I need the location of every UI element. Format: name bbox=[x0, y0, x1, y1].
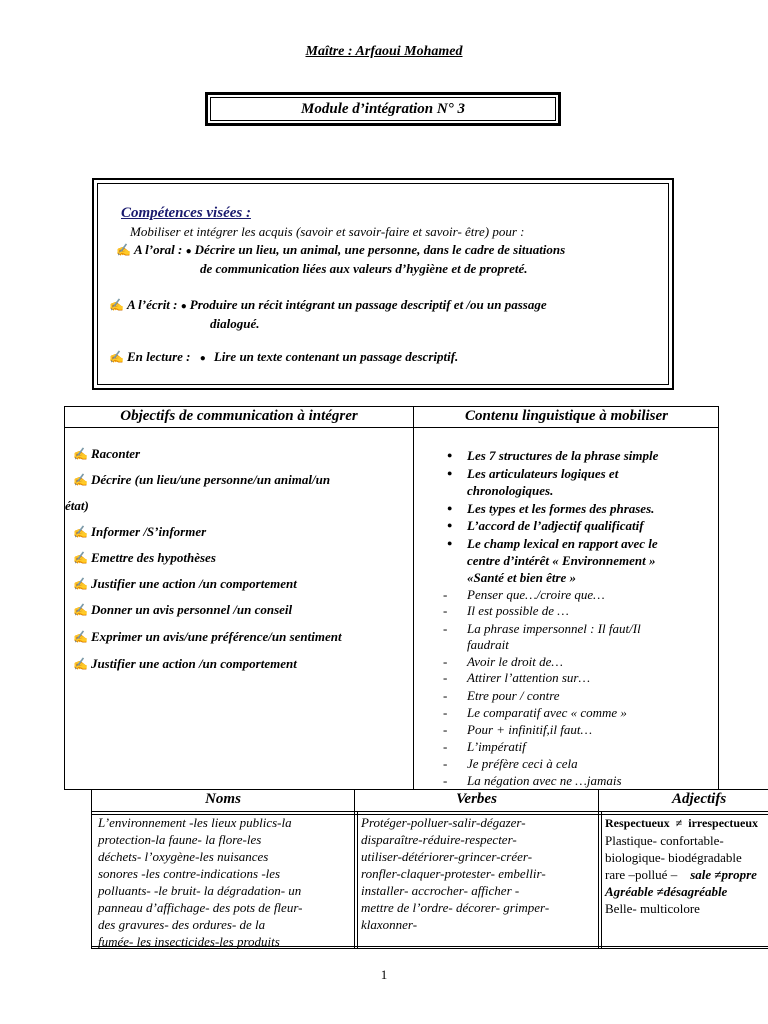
objectives-header: Objectifs de communication à intégrer bbox=[120, 408, 358, 424]
bullet-icon: ● bbox=[199, 353, 206, 364]
objective-item: ✍ Justifier une action /un comportement bbox=[73, 656, 297, 671]
writing-hand-icon: ✍ bbox=[73, 447, 88, 461]
bullet-icon: ● bbox=[447, 450, 453, 460]
module-title: Module d’intégration N° 3 bbox=[301, 100, 465, 117]
adjective-line: Plastique- confortable- bbox=[605, 833, 724, 848]
oral-text-1: Décrire un lieu, un animal, une personne, dans le cadre de situations bbox=[194, 242, 566, 257]
ecrit-line bbox=[109, 297, 547, 313]
writing-hand-icon: ✍ bbox=[73, 525, 88, 539]
oral-label: A l’oral : bbox=[133, 242, 183, 257]
bullet-icon: ● bbox=[185, 246, 192, 257]
vocabulary-table bbox=[91, 789, 768, 949]
writing-hand-icon: ✍ bbox=[73, 551, 88, 565]
objective-item: ✍ Exprimer un avis/une préférence/un sentiment bbox=[73, 629, 342, 644]
writing-hand-icon: ✍ bbox=[73, 473, 88, 487]
adjective-line: Belle- multicolore bbox=[605, 901, 700, 916]
bullet-icon: ● bbox=[447, 520, 453, 530]
ecrit-label: A l’écrit : bbox=[126, 297, 178, 312]
content-bullet: ● Les 7 structures de la phrase simple bbox=[447, 448, 659, 463]
bullet-icon: ● bbox=[180, 301, 187, 312]
ecrit-text-2: dialogué. bbox=[210, 316, 260, 331]
adjectifs-header: Adjectifs bbox=[672, 791, 727, 807]
lecture-line bbox=[109, 349, 458, 365]
verbes-header: Verbes bbox=[456, 791, 497, 807]
writing-hand-icon: ✍ bbox=[73, 657, 88, 671]
objective-item: ✍ Décrire (un lieu/une personne/un animal/un bbox=[73, 472, 331, 487]
page-number: 1 bbox=[380, 967, 388, 982]
oral-line bbox=[116, 242, 565, 258]
not-equal-icon: ≠ bbox=[675, 816, 683, 830]
writing-hand-icon: ✍ bbox=[116, 243, 131, 257]
writing-hand-icon: ✍ bbox=[73, 577, 88, 591]
objective-item-continued: état) bbox=[65, 498, 89, 513]
adjective-line: rare –pollué – sale ≠propre bbox=[605, 867, 757, 882]
writing-hand-icon: ✍ bbox=[73, 630, 88, 644]
content-bullet-continued: centre d’intérêt « Environnement » bbox=[467, 553, 656, 568]
lecture-label: En lecture : bbox=[126, 349, 191, 364]
not-equal-icon: ≠ bbox=[714, 867, 722, 882]
objectives-content-table: Objectifs de communication à intégrer Contenu linguistique à mobiliser ✍ Raconter ✍ Décrire (un lieu/une personne/un animal/un état) ✍ Informer /S’informer ✍ Emettre des hypothèses ✍ Justifier une action /un comportement ✍ Donner un avis personnel /un conseil ✍ Exprimer un avis/une préférence/un sentiment ✍ Justifier une action /un comportement ● Les 7 structures de la phrase simple ● Les articulateurs logiques et chronologiques. ● Les types et les formes des phrases. ● L’accord de l’adjectif qualificatif ● Le champ lexical en rapport avec le centre d’intérêt « Environnement » «Santé et bien être » - Penser que…/croire que… - Il est possible de … - La phrase impersonnel : Il faut/Il faudrait - Avoir le droit de… - Attirer l’attention sur… - Etre pour / contre - Le comparatif avec « comme » - Pour + infinitif,il faut… - L’impératif - Je préfère ceci à cela - La négation avec ne …jamais bbox=[64, 406, 719, 790]
module-title-box bbox=[205, 92, 561, 126]
bullet-icon: ● bbox=[447, 468, 453, 478]
ecrit-text-1: Produire un récit intégrant un passage descriptif et /ou un passage bbox=[189, 297, 547, 312]
competences-box bbox=[92, 178, 674, 390]
content-header: Contenu linguistique à mobiliser bbox=[465, 408, 668, 424]
oral-text-2: de communication liées aux valeurs d’hygiène et de propreté. bbox=[200, 261, 528, 276]
verbes-cell: Protéger-polluer-salir-dégazer- disparaître-réduire-respecter- utiliser-détériorer-grincer-créer- ronfler-claquer-protester- embellir- installer- accrocher- afficher - mettre de l’ordre- décorer- grimper- klaxonner- bbox=[361, 815, 550, 932]
objective-item: ✍ Informer /S’informer bbox=[73, 524, 207, 539]
adjective-line: Agréable ≠désagréable bbox=[605, 884, 728, 899]
adjective-line: Respectueux ≠ irrespectueux bbox=[605, 816, 759, 830]
content-bullet: ● Le champ lexical en rapport avec le bbox=[447, 536, 658, 551]
writing-hand-icon: ✍ bbox=[109, 350, 124, 364]
content-bullet: ● Les types et les formes des phrases. bbox=[447, 501, 655, 516]
bullet-icon: ● bbox=[447, 503, 453, 513]
competences-intro: Mobiliser et intégrer les acquis (savoir et savoir-faire et savoir- être) pour : bbox=[130, 224, 525, 239]
not-equal-icon: ≠ bbox=[656, 884, 664, 899]
writing-hand-icon: ✍ bbox=[73, 603, 88, 617]
bullet-icon: ● bbox=[447, 538, 453, 548]
objective-item: ✍ Donner un avis personnel /un conseil bbox=[73, 602, 293, 617]
adjective-line: biologique- biodégradable bbox=[605, 850, 742, 865]
teacher-name: Maître : Arfaoui Mohamed bbox=[305, 44, 463, 59]
noms-header: Noms bbox=[205, 791, 241, 807]
competences-title: Compétences visées : bbox=[121, 205, 251, 221]
noms-cell: L’environnement -les lieux publics-la protection-la faune- la flore-les déchets- l’oxygène-les nuisances sonores -les contre-indications -les polluants- -le bruit- la dégradation- un panneau d’affichage- des pots de fleur- des gravures- des ordures- de la fumée- les insecticides-les produits bbox=[98, 815, 303, 949]
content-bullet-continued: chronologiques. bbox=[467, 483, 554, 498]
objective-item: ✍ Emettre des hypothèses bbox=[73, 550, 216, 565]
content-bullet-continued: «Santé et bien être » bbox=[467, 570, 577, 585]
content-bullet: ● Les articulateurs logiques et bbox=[447, 466, 619, 481]
content-bullet: ● L’accord de l’adjectif qualificatif bbox=[447, 518, 644, 533]
lecture-text: Lire un texte contenant un passage descriptif. bbox=[213, 349, 459, 364]
objective-item: ✍ Raconter bbox=[73, 446, 141, 461]
writing-hand-icon: ✍ bbox=[109, 298, 124, 312]
objective-item: ✍ Justifier une action /un comportement bbox=[73, 576, 297, 591]
